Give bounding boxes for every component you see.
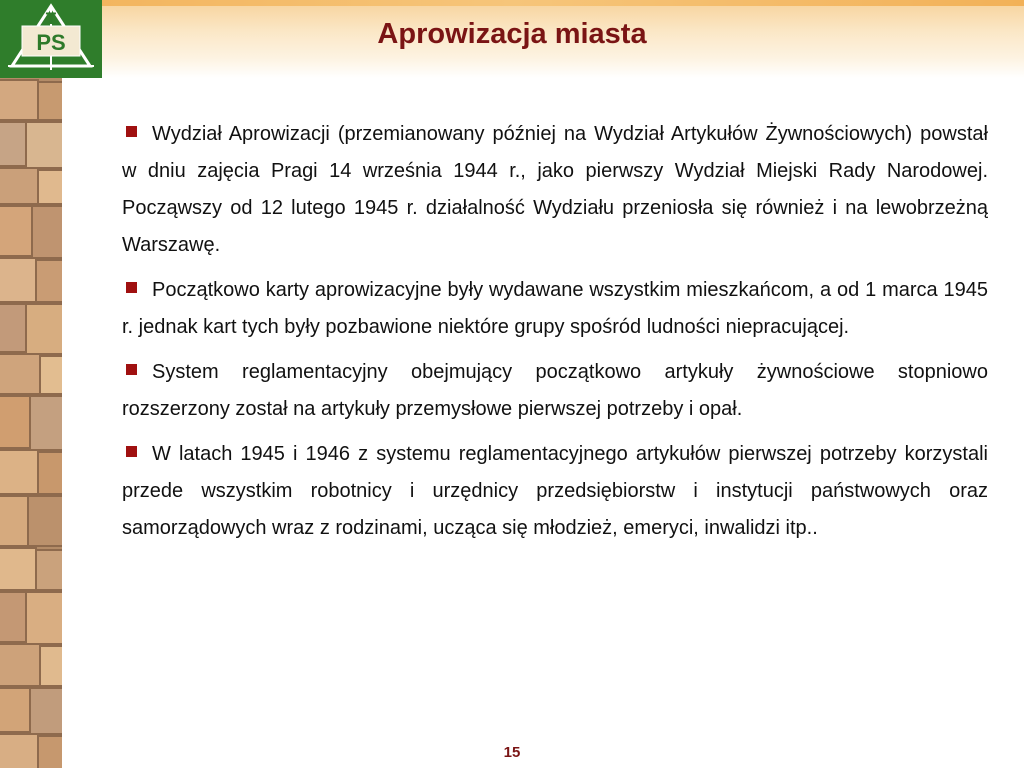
bullet-paragraph-1 xyxy=(122,116,988,264)
bullet-paragraph-2 xyxy=(122,272,988,346)
stone-wall-decoration xyxy=(0,78,62,768)
bullet-paragraph-4 xyxy=(122,436,988,547)
logo-letters-ps: PS xyxy=(36,30,66,55)
page-number-text: 15 xyxy=(503,744,521,761)
paragraph-text: W latach 1945 i 1946 z systemu reglamentacyjnego artykułów pierwszej potrzeby korzystali przede wszystkim robotnicy i urzędnicy przedsiębiorstw i instytucji państwowych oraz samorządowych wraz z rodzinami, ucząca się młodzież, emeryci, inwalidzi itp.. xyxy=(122,443,988,539)
bullet-square-icon xyxy=(126,446,137,457)
paragraph-text: Początkowo karty aprowizacyjne były wydawane wszystkim mieszkańcom, a od 1 marca 1945 r. jednak kart tych były pozbawione niektóre grupy spośród ludności niepracującej. xyxy=(122,279,988,338)
paragraph-text: System reglamentacyjny obejmujący początkowo artykuły żywnościowe stopniowo rozszerzony został na artykuły przemysłowe pierwszej potrzeby i opał. xyxy=(122,361,988,420)
bullet-square-icon xyxy=(126,282,137,293)
bullet-square-icon xyxy=(126,364,137,375)
logo-letter-t: T xyxy=(45,9,57,28)
slide-title: Aprowizacja miasta xyxy=(377,18,647,50)
bullet-square-icon xyxy=(126,126,137,137)
paragraph-text: Wydział Aprowizacji (przemianowany później na Wydział Artykułów Żywnościowych) powstał w dniu zajęcia Pragi 14 września 1944 r., jako pierwszy Wydział Miejski Rady Narodowej. Począwszy od 12 lutego 1945 r. działalność Wydziału przeniosła się również i na lewobrzeżną Warszawę. xyxy=(122,123,988,256)
slide-content xyxy=(122,116,988,555)
page-number xyxy=(0,744,1024,761)
bullet-paragraph-3 xyxy=(122,354,988,428)
